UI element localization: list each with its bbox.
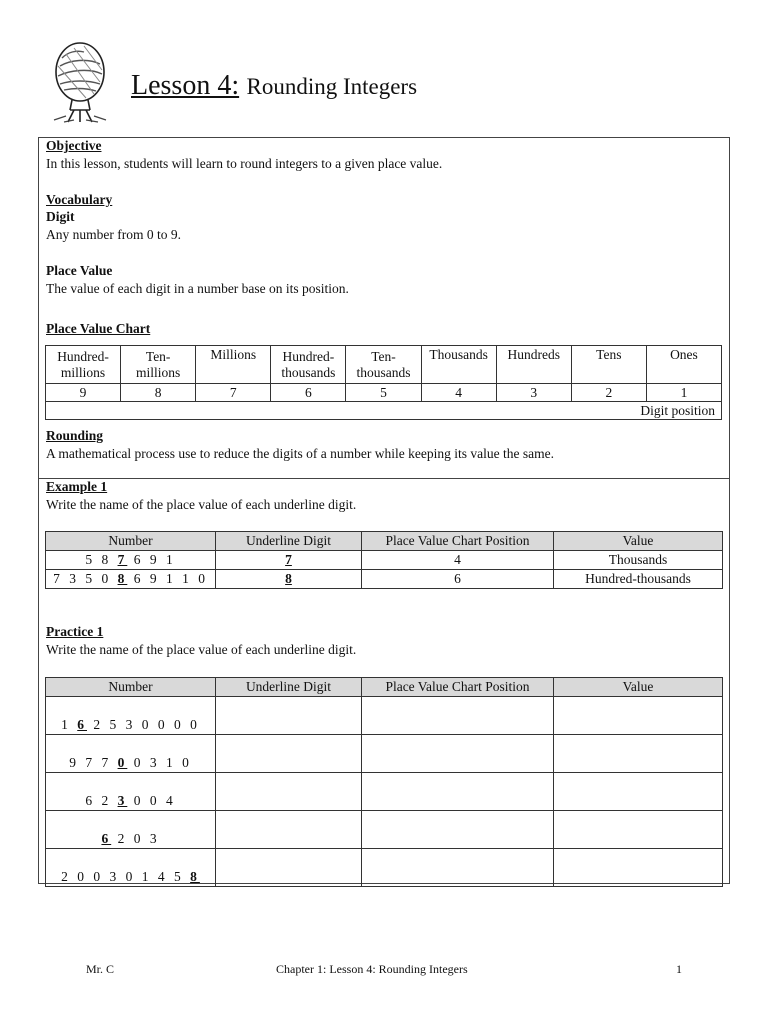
digit-term: Digit	[46, 209, 75, 224]
page-title	[131, 70, 417, 102]
number-cell: 1 6 2 5 3 0 0 0 0	[46, 697, 216, 735]
position-answer[interactable]	[362, 811, 554, 849]
number-cell: 5 8 7 6 9 1	[46, 551, 216, 570]
rounding-definition: A mathematical process use to reduce the digits of a number while keeping its value the same.	[46, 446, 554, 461]
rounding-term: Rounding	[46, 428, 104, 443]
number-cell: 2 0 0 3 0 1 4 5 8	[46, 849, 216, 887]
table-row	[46, 570, 723, 589]
value-answer[interactable]	[554, 697, 723, 735]
value-answer[interactable]	[554, 849, 723, 887]
chart-digit: 8	[121, 384, 196, 402]
example-table	[45, 531, 723, 589]
practice-table	[45, 677, 723, 887]
table-row	[46, 811, 723, 849]
column-header: Number	[46, 678, 216, 697]
footer-chapter: Chapter 1: Lesson 4: Rounding Integers	[276, 962, 468, 976]
column-header: Underline Digit	[216, 532, 362, 551]
practice-heading: Practice 1	[46, 624, 104, 639]
underline-digit-answer[interactable]	[216, 697, 362, 735]
chart-header: Ten- millions	[121, 346, 196, 384]
chart-digit: 6	[271, 384, 346, 402]
place-value-chart-heading: Place Value Chart	[46, 321, 151, 336]
table-row	[46, 773, 723, 811]
chart-digit: 7	[196, 384, 271, 402]
column-header: Place Value Chart Position	[362, 678, 554, 697]
chart-header: Hundred- thousands	[271, 346, 346, 384]
chart-digit: 9	[46, 384, 121, 402]
column-header: Place Value Chart Position	[362, 532, 554, 551]
practice-instruction: Write the name of the place value of each underline digit.	[46, 642, 357, 657]
lesson-topic: Rounding Integers	[246, 74, 418, 99]
underline-digit-answer[interactable]	[216, 773, 362, 811]
chart-digit: 5	[346, 384, 421, 402]
position-answer[interactable]	[362, 697, 554, 735]
lesson-number: Lesson 4:	[131, 70, 240, 101]
chart-digit: 2	[571, 384, 646, 402]
underline-digit-answer[interactable]	[216, 735, 362, 773]
digit-position-label: Digit position	[46, 402, 722, 420]
objective-heading: Objective	[46, 138, 102, 153]
position-answer[interactable]	[362, 849, 554, 887]
example-heading: Example 1	[46, 479, 108, 494]
chart-header: Hundreds	[496, 346, 571, 384]
place-value-chart	[45, 345, 722, 420]
position-cell: 4	[362, 551, 554, 570]
section-divider	[38, 478, 730, 479]
column-header: Value	[554, 532, 723, 551]
lightbulb-head-sketch-icon	[44, 36, 116, 130]
chart-digit: 3	[496, 384, 571, 402]
value-answer[interactable]	[554, 735, 723, 773]
table-row	[46, 551, 723, 570]
underline-digit-answer[interactable]	[216, 811, 362, 849]
chart-header: Ones	[646, 346, 721, 384]
value-answer[interactable]	[554, 773, 723, 811]
underline-digit-answer[interactable]	[216, 849, 362, 887]
position-answer[interactable]	[362, 735, 554, 773]
chart-digit: 4	[421, 384, 496, 402]
column-header: Number	[46, 532, 216, 551]
column-header: Underline Digit	[216, 678, 362, 697]
number-cell: 7 3 5 0 8 6 9 1 1 0	[46, 570, 216, 589]
number-cell: 6 2 0 3	[46, 811, 216, 849]
footer-author: Mr. C	[86, 962, 115, 976]
chart-header: Hundred- millions	[46, 346, 121, 384]
table-row	[46, 697, 723, 735]
number-cell: 9 7 7 0 0 3 1 0	[46, 735, 216, 773]
digit-definition: Any number from 0 to 9.	[46, 227, 181, 242]
value-cell: Hundred-thousands	[554, 570, 723, 589]
chart-digit: 1	[646, 384, 721, 402]
table-row	[46, 849, 723, 887]
value-cell: Thousands	[554, 551, 723, 570]
underline-digit-cell: 7	[216, 551, 362, 570]
place-value-term: Place Value	[46, 263, 113, 278]
example-instruction: Write the name of the place value of each underline digit.	[46, 497, 357, 512]
position-cell: 6	[362, 570, 554, 589]
position-answer[interactable]	[362, 773, 554, 811]
table-row	[46, 735, 723, 773]
underline-digit-cell: 8	[216, 570, 362, 589]
column-header: Value	[554, 678, 723, 697]
objective-text: In this lesson, students will learn to round integers to a given place value.	[46, 156, 443, 171]
value-answer[interactable]	[554, 811, 723, 849]
place-value-definition: The value of each digit in a number base on its position.	[46, 281, 349, 296]
chart-header: Tens	[571, 346, 646, 384]
chart-header: Ten- thousands	[346, 346, 421, 384]
chart-header: Thousands	[421, 346, 496, 384]
chart-header: Millions	[196, 346, 271, 384]
number-cell: 6 2 3 0 0 4	[46, 773, 216, 811]
vocabulary-heading: Vocabulary	[46, 192, 113, 207]
footer-page-number: 1	[676, 962, 682, 976]
